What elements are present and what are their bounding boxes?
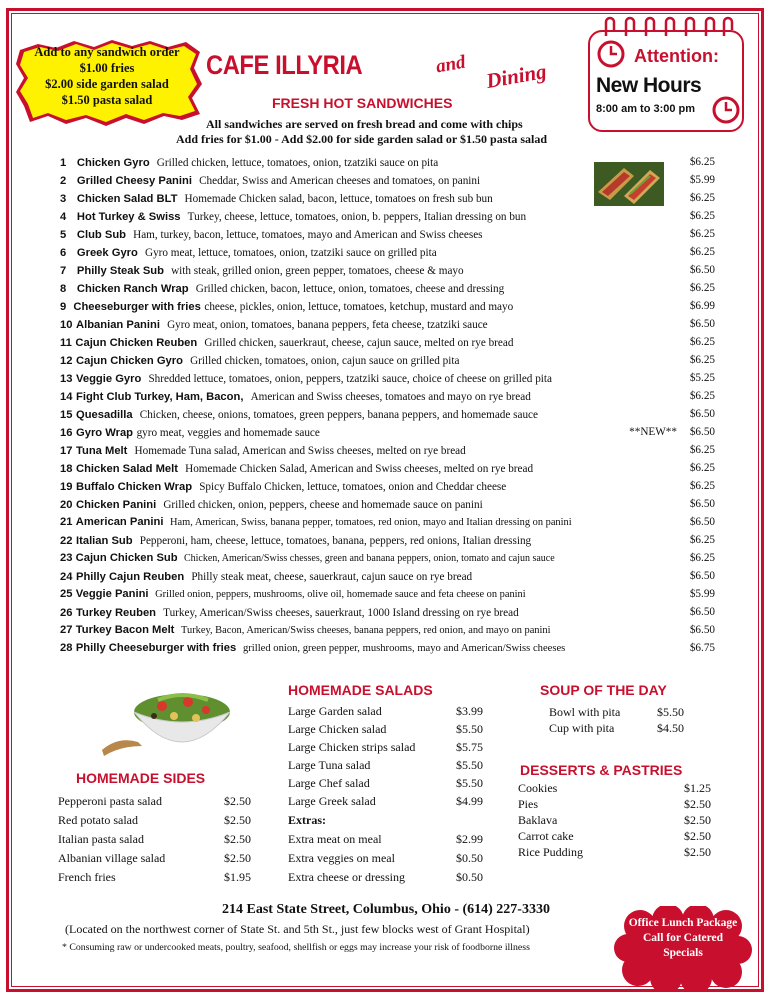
salad-price: $5.50 — [456, 758, 483, 772]
new-tag: **NEW** — [629, 426, 677, 438]
item-price: $5.99 — [689, 588, 715, 600]
item-name: Greek Gyro — [76, 247, 138, 259]
item-price: $6.25 — [689, 552, 715, 564]
item-price: $6.99 — [689, 300, 715, 312]
item-name: Philly Steak Sub — [76, 265, 164, 277]
catering-text — [612, 916, 754, 961]
item-name: Chicken Salad Melt — [76, 463, 178, 475]
item-description: Homemade Tuna salad, American and Swiss cheeses, melted on rye bread — [134, 445, 466, 457]
menu-item — [60, 424, 715, 441]
item-number: 10 — [60, 319, 73, 331]
item-number: 27 — [60, 624, 73, 636]
desserts-heading: DESSERTS & PASTRIES — [520, 762, 683, 778]
menu-item — [60, 478, 715, 495]
item-description: Turkey, cheese, lettuce, tomatoes, onion, b. peppers, Italian dressing on bun — [187, 211, 527, 223]
extra-name: Extra meat on meal — [288, 832, 382, 846]
item-number: 22 — [60, 535, 73, 547]
promo-line: $1.50 pasta salad — [61, 93, 153, 107]
side-row — [58, 792, 251, 810]
extra-price: $0.50 — [456, 851, 483, 865]
item-price: $6.25 — [689, 390, 715, 402]
item-name: Turkey Bacon Melt — [75, 624, 175, 636]
item-description: Grilled chicken, onion, peppers, cheese and homemade sauce on panini — [163, 499, 483, 511]
side-price: $2.50 — [224, 794, 251, 808]
promo-line: Add to any sandwich order — [34, 45, 180, 59]
item-name: Gyro Wrap — [76, 427, 134, 439]
item-number: 23 — [60, 552, 73, 564]
dessert-price: $2.50 — [684, 829, 711, 843]
salad-row — [288, 738, 483, 756]
item-name: Veggie Panini — [75, 588, 149, 600]
salad-row — [288, 756, 483, 774]
side-row — [58, 849, 251, 867]
side-price: $2.50 — [224, 813, 251, 827]
item-price: $6.25 — [689, 156, 715, 168]
item-number: 18 — [60, 463, 73, 475]
item-name: Fight Club Turkey, Ham, Bacon, — [76, 391, 244, 403]
item-name: Albanian Panini — [76, 319, 160, 331]
item-price: $6.50 — [689, 516, 715, 528]
item-name: Chicken Panini — [76, 499, 157, 511]
extra-row — [288, 830, 483, 848]
item-number: 5 — [60, 229, 67, 241]
item-name: Italian Sub — [76, 535, 133, 547]
item-number: 7 — [60, 265, 67, 277]
side-name: Pepperoni pasta salad — [58, 794, 162, 808]
item-name: Cajun Chicken Reuben — [75, 337, 198, 349]
item-description: cheese, pickles, onion, lettuce, tomatoes, ketchup, mustard and mayo — [204, 301, 514, 313]
item-number: 17 — [60, 445, 73, 457]
item-description: Ham, turkey, bacon, lettuce, tomatoes, mayo and American and Swiss cheeses — [133, 229, 483, 241]
item-number: 26 — [60, 607, 73, 619]
salad-price: $4.99 — [456, 794, 483, 808]
item-description: Grilled chicken, tomatoes, onion, cajun sauce on grilled pita — [190, 355, 460, 367]
item-price: $6.50 — [689, 408, 715, 420]
menu-item — [60, 262, 715, 279]
salad-price: $5.50 — [456, 722, 483, 736]
side-name: Albanian village salad — [58, 851, 166, 865]
item-number: 28 — [60, 642, 73, 654]
side-row — [58, 868, 251, 886]
item-description: Grilled chicken, lettuce, tomatoes, onion, tzatziki sauce on pita — [156, 157, 439, 169]
dessert-row — [518, 843, 711, 861]
item-description: gyro meat, veggies and homemade sauce — [136, 427, 320, 439]
menu-item — [60, 154, 715, 171]
extra-name: Extra cheese or dressing — [288, 870, 405, 884]
side-name: Italian pasta salad — [58, 832, 144, 846]
soup-price: $4.50 — [657, 721, 684, 735]
side-row — [58, 830, 251, 848]
salad-name: Large Chicken strips salad — [288, 740, 416, 754]
attention-title: Attention: — [634, 46, 719, 66]
item-number: 4 — [60, 211, 67, 223]
item-description: Grilled onion, peppers, mushrooms, olive oil, homemade sauce and feta cheese on panini — [155, 589, 526, 600]
soup-row — [549, 719, 684, 737]
promo-text — [22, 44, 192, 108]
menu-item — [60, 532, 715, 549]
menu-item — [60, 298, 715, 315]
item-price: $6.25 — [689, 462, 715, 474]
promo-line: $2.00 side garden salad — [45, 77, 169, 91]
extra-row — [288, 849, 483, 867]
item-price: $6.75 — [689, 642, 715, 654]
menu-item — [60, 334, 715, 351]
item-price: $6.25 — [689, 210, 715, 222]
salad-name: Large Garden salad — [288, 704, 382, 718]
item-price: $6.25 — [689, 246, 715, 258]
menu-item — [60, 406, 715, 423]
item-price: $6.25 — [689, 354, 715, 366]
catering-line: Specials — [663, 947, 703, 959]
item-name: Grilled Cheesy Panini — [76, 175, 192, 187]
item-number: 2 — [60, 175, 67, 187]
clock-icon — [597, 40, 625, 68]
extras-label: Extras: — [288, 813, 326, 827]
item-price: $6.25 — [689, 480, 715, 492]
salad-name: Large Tuna salad — [288, 758, 371, 772]
item-description: Chicken, American/Swiss chesses, green and banana peppers, onion, tomato and cajun sauce — [183, 553, 555, 564]
soup-name: Cup with pita — [549, 721, 615, 735]
extra-name: Extra veggies on meal — [288, 851, 395, 865]
salad-price: $5.75 — [456, 740, 483, 754]
item-number: 13 — [60, 373, 73, 385]
menu-item — [60, 388, 715, 405]
item-number: 25 — [60, 588, 73, 600]
item-number: 3 — [60, 193, 67, 205]
item-description: Chicken, cheese, onions, tomatoes, green peppers, banana peppers, and homemade sauce — [139, 409, 538, 421]
item-price: $6.50 — [689, 318, 715, 330]
sandwiches-heading: FRESH HOT SANDWICHES — [272, 95, 453, 111]
extra-price: $0.50 — [456, 870, 483, 884]
item-description: Philly steak meat, cheese, sauerkraut, cajun sauce on rye bread — [191, 571, 473, 583]
item-description: Turkey, American/Swiss cheeses, sauerkraut, 1000 Island dressing on rye bread — [163, 607, 519, 619]
item-number: 16 — [60, 427, 73, 439]
address: 214 East State Street, Columbus, Ohio - (614) 227-3330 — [222, 902, 550, 917]
item-description: Pepperoni, ham, cheese, lettuce, tomatoes, banana, peppers, red onions, Italian dressing — [139, 535, 532, 547]
item-number: 20 — [60, 499, 73, 511]
item-price: $6.50 — [689, 498, 715, 510]
menu-item — [60, 514, 715, 531]
dessert-price: $2.50 — [684, 797, 711, 811]
menu-item — [60, 316, 715, 333]
item-number: 9 — [60, 301, 67, 313]
item-name: Cajun Chicken Gyro — [76, 355, 183, 367]
catering-line: Office Lunch Package — [628, 917, 738, 929]
salad-name: Large Chef salad — [288, 776, 370, 790]
item-name: Buffalo Chicken Wrap — [76, 481, 193, 493]
item-name: Cajun Chicken Sub — [75, 552, 178, 564]
item-number: 1 — [60, 157, 67, 169]
item-description: with steak, grilled onion, green pepper, tomatoes, cheese & mayo — [171, 265, 464, 277]
item-name: Philly Cheeseburger with fries — [75, 642, 237, 654]
item-description: American and Swiss cheeses, tomatoes and mayo on rye bread — [250, 391, 531, 403]
item-price: $6.50 — [689, 624, 715, 636]
menu-item — [60, 604, 715, 621]
item-price: $6.25 — [689, 192, 715, 204]
item-description: Homemade Chicken Salad, American and Swiss cheeses, melted on rye bread — [185, 463, 534, 475]
item-description: Grilled chicken, bacon, lettuce, onion, tomatoes, cheese and dressing — [195, 283, 505, 295]
salads-heading: HOMEMADE SALADS — [288, 682, 433, 698]
binder-rings — [596, 16, 736, 38]
item-name: Turkey Reuben — [76, 607, 157, 619]
promo-line: $1.00 fries — [79, 61, 135, 75]
sides-heading: HOMEMADE SIDES — [76, 770, 206, 786]
item-price: $6.50 — [689, 570, 715, 582]
item-number: 6 — [60, 247, 67, 259]
soup-heading: SOUP OF THE DAY — [540, 682, 667, 698]
item-price: $6.25 — [689, 282, 715, 294]
item-name: Chicken Ranch Wrap — [76, 283, 189, 295]
salad-row — [288, 720, 483, 738]
salad-price: $5.50 — [456, 776, 483, 790]
dessert-price: $1.25 — [684, 781, 711, 795]
side-price: $1.95 — [224, 870, 251, 884]
salad-price: $3.99 — [456, 704, 483, 718]
item-description: Gyro meat, lettuce, tomatoes, onion, tzatziki sauce on grilled pita — [144, 247, 437, 259]
restaurant-title-and: and — [434, 51, 468, 78]
menu-item — [60, 442, 715, 459]
extra-row — [288, 868, 483, 886]
side-row — [58, 811, 251, 829]
item-number: 8 — [60, 283, 67, 295]
item-price: $5.25 — [689, 372, 715, 384]
item-name: Veggie Gyro — [76, 373, 142, 385]
menu-item — [60, 550, 715, 567]
menu-item — [60, 622, 715, 639]
extra-price: $2.99 — [456, 832, 483, 846]
item-name: Tuna Melt — [76, 445, 128, 457]
item-name: American Panini — [75, 516, 164, 528]
catering-line: Call for Catered — [642, 932, 724, 944]
menu-item — [60, 370, 715, 387]
menu-item — [60, 244, 715, 261]
item-price: $6.25 — [689, 534, 715, 546]
menu-item — [60, 352, 715, 369]
restaurant-title: CAFE ILLYRIA — [206, 50, 363, 80]
item-price: $6.50 — [689, 426, 715, 438]
item-name: Chicken Gyro — [76, 157, 150, 169]
item-price: $5.99 — [689, 174, 715, 186]
item-number: 12 — [60, 355, 73, 367]
salad-row — [288, 792, 483, 810]
menu-item — [60, 640, 715, 657]
dessert-name: Cookies — [518, 781, 558, 795]
item-description: Shredded lettuce, tomatoes, onion, peppers, tzatziki sauce, choice of cheese on grilled pita — [148, 373, 552, 385]
soup-price: $5.50 — [657, 705, 684, 719]
item-description: Turkey, Bacon, American/Swiss cheeses, banana peppers, red onion, and mayo on panini — [181, 625, 551, 636]
item-description: Cheddar, Swiss and American cheeses and tomatoes, on panini — [199, 175, 481, 187]
item-price: $6.50 — [689, 606, 715, 618]
menu-item — [60, 190, 715, 207]
item-number: 24 — [60, 571, 73, 583]
dessert-name: Carrot cake — [518, 829, 574, 843]
salad-row — [288, 774, 483, 792]
menu-item — [60, 568, 715, 585]
dessert-price: $2.50 — [684, 813, 711, 827]
item-name: Cheeseburger with fries — [73, 301, 201, 313]
menu-item — [60, 208, 715, 225]
dessert-name: Rice Pudding — [518, 845, 583, 859]
menu-item — [60, 226, 715, 243]
dessert-name: Baklava — [518, 813, 558, 827]
item-number: 14 — [60, 391, 73, 403]
side-name: Red potato salad — [58, 813, 138, 827]
item-description: Ham, American, Swiss, banana pepper, tomatoes, red onion, mayo and Italian dressing on panini — [170, 517, 572, 528]
location-note: (Located on the northwest corner of State St. and 5th St., just few blocks west of Grant Hospital) — [65, 922, 530, 936]
item-description: Gyro meat, onion, tomatoes, banana peppers, feta cheese, tzatziki sauce — [167, 319, 488, 331]
item-name: Philly Cajun Reuben — [76, 571, 185, 583]
item-number: 19 — [60, 481, 73, 493]
item-name: Hot Turkey & Swiss — [76, 211, 181, 223]
item-number: 21 — [60, 516, 73, 528]
salad-name: Large Chicken salad — [288, 722, 387, 736]
item-description: Homemade Chicken salad, bacon, lettuce, tomatoes on fresh sub bun — [184, 193, 493, 205]
item-price: $6.25 — [689, 336, 715, 348]
sandwiches-note: All sandwiches are served on fresh bread and come with chips — [206, 117, 523, 131]
food-warning: * Consuming raw or undercooked meats, poultry, seafood, shellfish or eggs may increase your risk of foodborne illness — [62, 942, 530, 953]
menu-item — [60, 496, 715, 513]
item-price: $6.25 — [689, 228, 715, 240]
item-number: 15 — [60, 409, 73, 421]
side-name: French fries — [58, 870, 116, 884]
item-name: Club Sub — [76, 229, 126, 241]
restaurant-title-dining: Dining — [484, 58, 549, 94]
item-name: Chicken Salad BLT — [76, 193, 178, 205]
item-name: Quesadilla — [76, 409, 133, 421]
dessert-price: $2.50 — [684, 845, 711, 859]
dessert-name: Pies — [518, 797, 539, 811]
item-description: Spicy Buffalo Chicken, lettuce, tomatoes, onion and Cheddar cheese — [199, 481, 507, 493]
item-price: $6.25 — [689, 444, 715, 456]
item-number: 11 — [60, 337, 72, 349]
salad-row — [288, 702, 483, 720]
item-description: Grilled chicken, sauerkraut, cheese, cajun sauce, melted on rye bread — [204, 337, 514, 349]
menu-item — [60, 280, 715, 297]
side-price: $2.50 — [224, 832, 251, 846]
menu-item — [60, 460, 715, 477]
salad-photo — [98, 676, 236, 766]
side-price: $2.50 — [224, 851, 251, 865]
attention-subtitle: New Hours — [596, 74, 702, 97]
sandwiches-note: Add fries for $1.00 - Add $2.00 for side garden salad or $1.50 pasta salad — [176, 132, 548, 146]
menu-item — [60, 586, 715, 603]
attention-hours: 8:00 am to 3:00 pm — [596, 103, 696, 115]
item-description: grilled onion, green pepper, mushrooms, mayo and American/Swiss cheeses — [242, 643, 566, 654]
menu-item — [60, 172, 715, 189]
clock-icon — [712, 96, 740, 124]
soup-name: Bowl with pita — [549, 705, 621, 719]
item-price: $6.50 — [689, 264, 715, 276]
salad-name: Large Greek salad — [288, 794, 376, 808]
